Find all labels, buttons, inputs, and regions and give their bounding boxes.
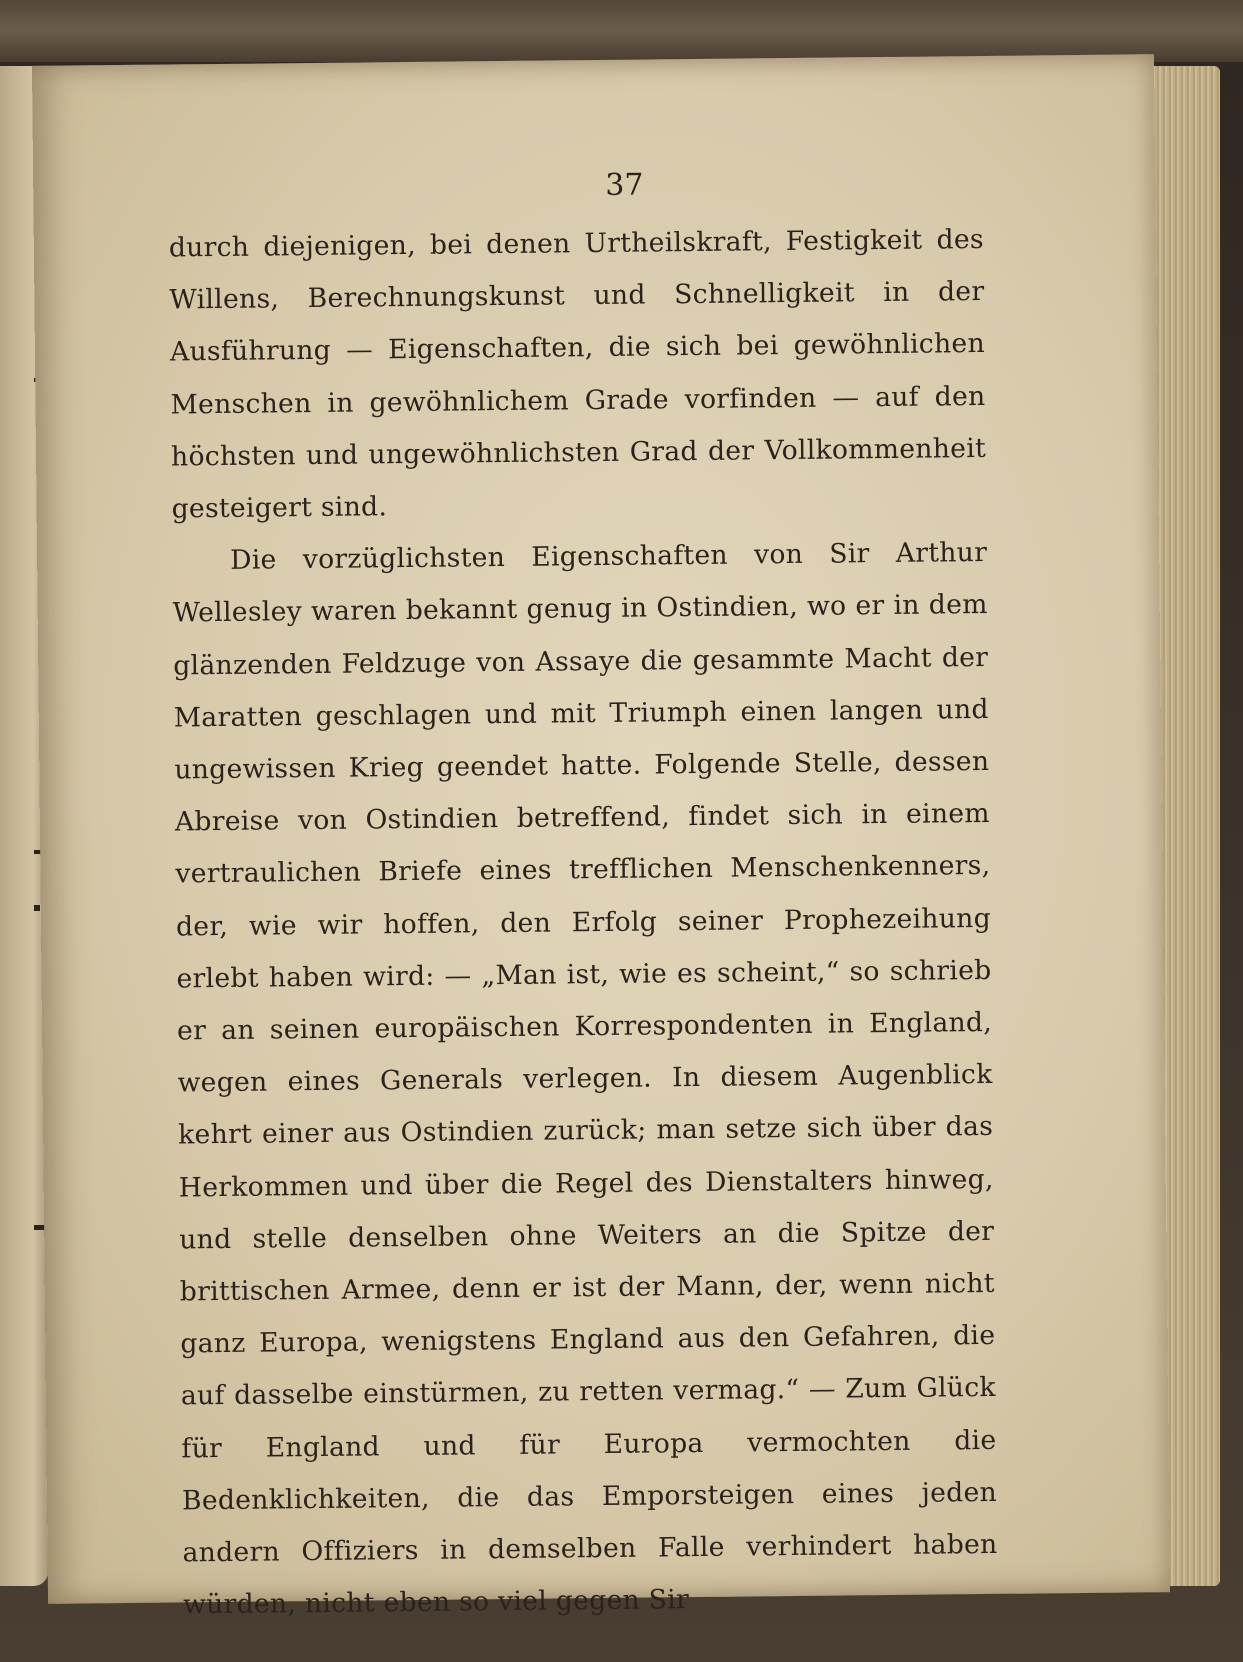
margin-mark (34, 905, 40, 911)
book-page (32, 54, 1170, 1621)
body-text (169, 214, 999, 1632)
paragraph: durch diejenigen, bei denen Urtheilskraft, Festigkeit des Willens, Berechnungskunst und Schnelligkeit in der Ausführung — Eigenschaften, die sich bei gewöhnlichen Menschen in gewöhnlichem Grade vorfinden — auf den höchsten und ungewöhnlichsten Grad der Vollkommenheit gesteigert sind. (168, 223, 987, 525)
paragraph: Die vorzüglichsten Eigenschaften von Sir Arthur Wellesley waren bekannt genug in Ostindien, wo er in dem glänzenden Feldzuge von Assaye die gesammte Macht der Maratten geschlagen und mit Triumph einen langen und ungewissen Krieg geendet hatte. Folgende Stelle, dessen Abreise von Ostindien betreffend, findet sich in einem vertraulichen Briefe eines trefflichen Menschenkenners, der, wie wir hoffen, den Erfolg seiner Prophezeihung erlebt haben wird: — „Man ist, wie es scheint,“ so schrieb er an seinen europäischen Korrespondenten in England, wegen eines Generals verlegen. In diesem Augenblick kehrt einer aus Ostindien zurück; man setze sich über das Herkommen und über die Regel des Dienstalters hinweg, und stelle denselben ohne Weiters an die Spitze der brittischen Armee, denn er ist der Mann, der, wenn nicht ganz Europa, wenigstens England aus den Gefahren, die auf dasselbe einstürmen, zu retten vermag.“ — Zum Glück für England und für Europa vermochten die Bedenklichkeiten, die das Emporsteigen eines jeden andern Offiziers in demselben Falle verhindert haben würden, nicht eben so viel gegen Sir (172, 537, 998, 1621)
page-number: 37 (605, 167, 644, 203)
book-top-edge (0, 0, 1243, 62)
